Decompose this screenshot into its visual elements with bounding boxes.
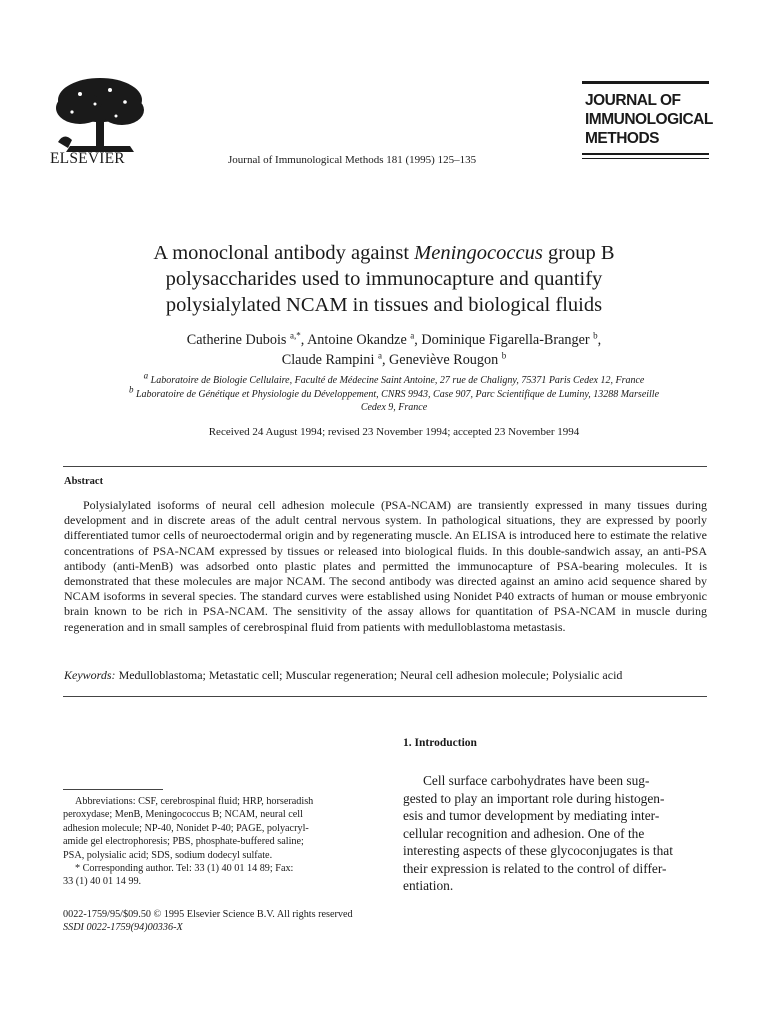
article-title	[90, 240, 678, 318]
corresponding-author-contd: 33 (1) 40 01 14 99.	[63, 876, 142, 888]
footnote-line: adhesion molecule; NP-40, Nonidet P-40; PAGE, polyacryl-	[63, 822, 309, 834]
author-affil-mark: a,*	[290, 330, 301, 341]
footnote-line: peroxydase; MenB, Meningococcus B; NCAM, neural cell	[63, 809, 303, 821]
title-line: polysaccharides used to immunocapture and quantify	[165, 268, 603, 290]
copyright-notice	[63, 908, 353, 935]
author-name: Geneviève Rougon	[389, 352, 499, 368]
journal-title-line: IMMUNOLOGICAL	[585, 111, 713, 128]
journal-title-line: METHODS	[585, 130, 659, 147]
affiliation: $^b$ Laboratoire de Génétique et Physiologie du Développement, CNRS 9943, Case 907, Parc Scientifique de Luminy, 13288 Marseille	[128, 384, 660, 400]
journal-rule-bottom	[582, 153, 709, 155]
author-affil-mark: a	[410, 330, 415, 341]
journal-title	[585, 91, 715, 148]
body-line: interesting aspects of these glycoconjugates is that	[403, 843, 673, 858]
journal-rule-bottom-thin	[582, 158, 709, 159]
introduction-heading: 1. Introduction	[403, 737, 477, 749]
author-name: Claude Rampini	[281, 352, 375, 368]
author-line: Claude Rampini $^a$, Geneviève Rougon $^b$	[281, 350, 507, 368]
journal-citation: Journal of Immunological Methods 181 (1995) 125–135	[228, 154, 477, 166]
footnotes	[63, 795, 373, 889]
ssdi-line: SSDI 0022-1759(94)00336-X	[63, 922, 183, 934]
abstract-heading: Abstract	[64, 476, 104, 487]
footnote-line: amide gel electrophoresis; PBS, phosphate-buffered saline;	[63, 836, 304, 848]
received-dates: Received 24 August 1994; revised 23 November 1994; accepted 23 November 1994	[208, 426, 580, 438]
publisher-name: ELSEVIER	[50, 150, 125, 167]
title-line: polysialylated NCAM in tissues and biological fluids	[165, 294, 603, 316]
author-name: Dominique Figarella-Branger	[421, 332, 590, 348]
footnote-rule	[63, 789, 163, 790]
title-line: A monoclonal antibody against Meningococcus group B	[153, 242, 615, 264]
author-name: Antoine Okandze	[307, 332, 407, 348]
introduction-body	[403, 772, 708, 895]
keywords	[64, 668, 707, 683]
elsevier-tree-logo-icon	[50, 72, 150, 156]
section-divider	[63, 466, 707, 467]
author-affil-mark: b	[501, 350, 507, 361]
author-affil-mark: a	[377, 350, 382, 361]
author-affil-mark: b	[593, 330, 598, 341]
body-line: esis and tumor development by mediating inter-	[403, 808, 660, 823]
keywords-list: Medulloblastoma; Metastatic cell; Muscular regeneration; Neural cell adhesion molecule; Polysialic acid	[118, 668, 623, 682]
affiliation-continued: Cedex 9, France	[360, 402, 428, 413]
body-line: Cell surface carbohydrates have been sug-	[423, 773, 650, 788]
affiliation: $^a$ Laboratoire de Biologie Cellulaire, Faculté de Médecine Saint Antoine, 27 rue de Chaligny, 75371 Paris Cedex 12, France	[143, 370, 645, 386]
body-line: their expression is related to the control of differ-	[403, 860, 667, 876]
journal-rule-top	[582, 81, 709, 84]
body-line: cellular recognition and adhesion. One of the	[403, 825, 645, 841]
author-list	[60, 330, 728, 370]
affiliations	[60, 370, 728, 415]
author-name: Catherine Dubois	[186, 332, 287, 348]
keywords-label: Keywords:	[64, 668, 116, 682]
author-line: Catherine Dubois $^{a,*}$, Antoine Okandze $^a$, Dominique Figarella-Branger $^b$,	[186, 330, 602, 348]
section-divider	[63, 696, 707, 697]
body-line: entiation.	[403, 878, 454, 893]
body-line: gested to play an important role during histogen-	[403, 790, 665, 806]
footnote-line: PSA, polysialic acid; SDS, sodium dodecyl sulfate.	[63, 849, 273, 861]
footnote-line: Abbreviations: CSF, cerebrospinal fluid; HRP, horseradish	[75, 796, 314, 807]
journal-title-line: JOURNAL OF	[585, 92, 681, 109]
corresponding-author: * Corresponding author. Tel: 33 (1) 40 01 14 89; Fax:	[75, 863, 294, 875]
abstract-body: Polysialylated isoforms of neural cell adhesion molecule (PSA-NCAM) are transiently expressed in many tissues during development and in discrete areas of the adult central nervous system. In pathological situations, they are expressed by poorly differentiated tumor cells of neuroectodermal origin and by regenerating muscle. An ELISA is introduced here to estimate the relative concentrations of PSA-NCAM expressed by tissues or released into biological fluids. In this double-sandwich assay, an anti-PSA antibody (anti-MenB) was adsorbed onto plastic plates and permitted the immunocapture of PSA-bearing molecules. It is demonstrated that these molecules are major NCAM. The second antibody was directed against an amino acid sequence shared by NCAM isoforms in several species. The standard curves were established using Nonidet P40 extracts of human or mouse embryonic brain known to be rich in PSA-NCAM. The sensitivity of the assay allows for quantitation of PSA-NCAM in muscle during regeneration and in small samples of cerebrospinal fluid from patients with medulloblastoma metastasis.	[64, 498, 707, 634]
copyright-line: 0022-1759/95/$09.50 © 1995 Elsevier Science B.V. All rights reserved	[63, 909, 353, 920]
